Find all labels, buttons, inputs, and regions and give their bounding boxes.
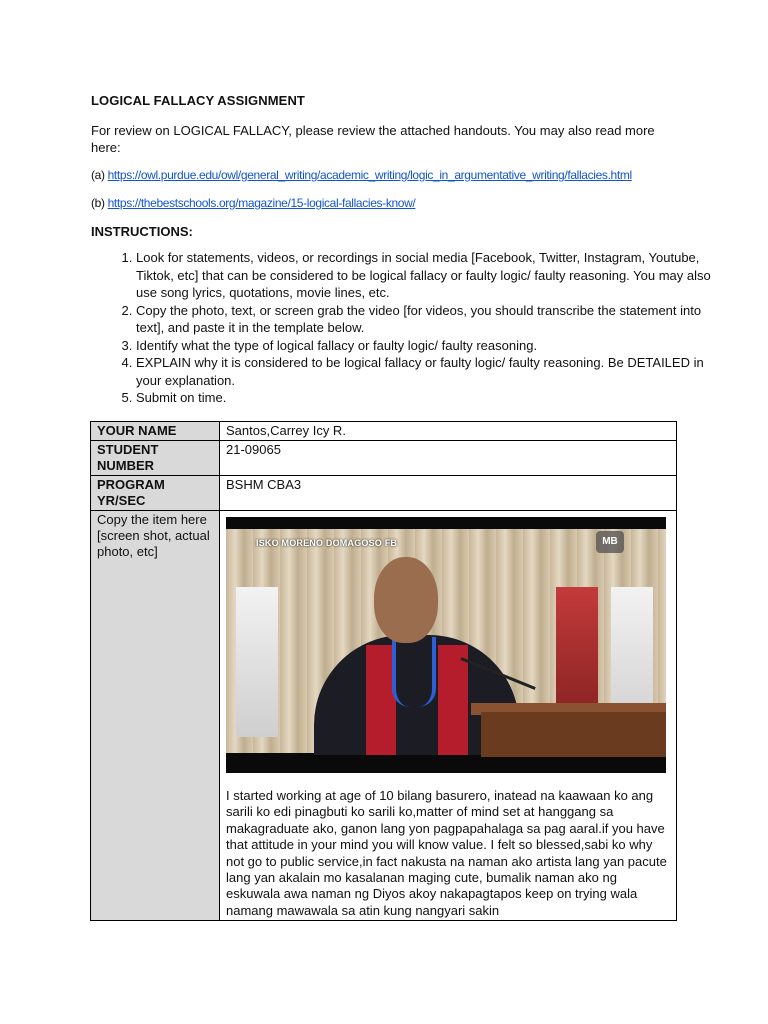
lanyard-graphic <box>392 637 436 707</box>
transcribed-statement: I started working at age of 10 bilang basurero, inatead na kaawaan ko ang sarili ko edi pinagbuti ko sarili ko,matter of mind set at hanggang sa makagraduate ako, ganon lang yon pagpapahalaga sa pag aaral.if you have that attitude in your mind you will know value. I felt so blessed,sabi ko why not go to public service,in fact nakusta na naman ako artista lang yan pacute lang yan akalain mo kasalanan maging cute, bumalik naman ako ng eskuwala awa naman ng Diyos akoy nakapagtapos keep on trying wala namang mawawala sa atin kung nangyari sakin <box>226 788 667 918</box>
instruction-item: 4. EXPLAIN why it is considered to be logical fallacy or faulty logic/ faulty reasoning. Be DETAILED in your explanation. <box>136 354 716 389</box>
program-label: PROGRAM YR/SEC <box>91 476 220 511</box>
name-row <box>91 422 677 441</box>
instructions-heading: INSTRUCTIONS: <box>91 224 193 239</box>
assignment-title: LOGICAL FALLACY ASSIGNMENT <box>91 93 305 108</box>
student-number-value[interactable]: 21-09065 <box>220 441 677 476</box>
reference-b-prefix: (b) <box>91 196 108 210</box>
instruction-item: 2. Copy the photo, text, or screen grab the video [for videos, you should transcribe the statement into text], and paste it in the template below. <box>136 302 716 337</box>
assignment-form-table <box>90 421 677 921</box>
item-row <box>91 511 677 921</box>
name-label: YOUR NAME <box>91 422 220 441</box>
instructions-list <box>91 249 716 407</box>
program-value[interactable]: BSHM CBA3 <box>220 476 677 511</box>
instruction-item: 3. Identify what the type of logical fallacy or faulty logic/ faulty reasoning. <box>136 337 716 355</box>
video-screenshot <box>226 517 666 773</box>
copy-item-label: Copy the item here [screen shot, actual photo, etc] <box>91 511 220 921</box>
intro-paragraph: For review on LOGICAL FALLACY, please review the attached handouts. You may also read more here: <box>91 123 655 155</box>
purdue-owl-link[interactable]: https://owl.purdue.edu/owl/general_writing/academic_writing/logic_in_argumentative_writing/fallacies.html <box>107 168 632 182</box>
reference-a <box>91 168 632 182</box>
reference-a-prefix: (a) <box>91 168 108 182</box>
name-value[interactable]: Santos,Carrey Icy R. <box>220 422 677 441</box>
reference-b <box>91 196 415 210</box>
bestschools-link[interactable]: https://thebestschools.org/magazine/15-logical-fallacies-know/ <box>107 196 416 210</box>
mb-logo-badge: MB <box>596 531 624 553</box>
program-row <box>91 476 677 511</box>
student-number-row <box>91 441 677 476</box>
instruction-item: 5. Submit on time. <box>136 389 716 407</box>
item-content-cell[interactable] <box>220 511 677 921</box>
student-number-label: STUDENT NUMBER <box>91 441 220 476</box>
instruction-item: 1. Look for statements, videos, or recordings in social media [Facebook, Twitter, Instagram, Youtube, Tiktok, etc] that can be considered to be logical fallacy or faulty logic/ faulty reasoning. You may also use song lyrics, quotations, movie lines, etc. <box>136 249 716 302</box>
speaker-head <box>374 557 438 643</box>
video-caption: ISKO MORENO DOMAGOSO FB <box>256 538 398 548</box>
flag-graphic <box>236 587 278 737</box>
podium <box>481 712 666 757</box>
